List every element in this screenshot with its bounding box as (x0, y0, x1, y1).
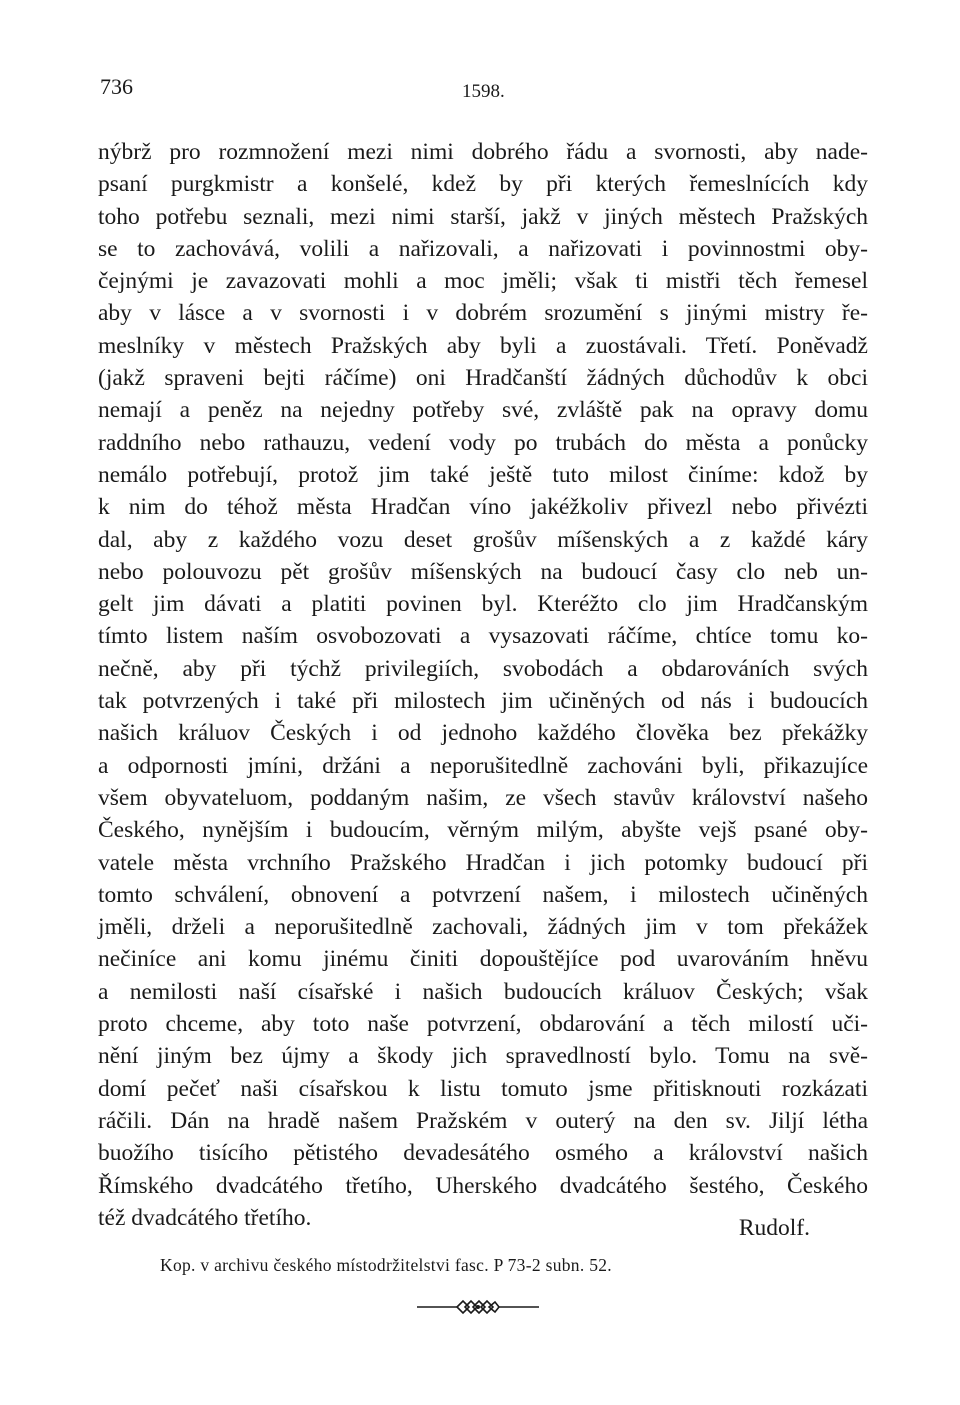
text-line: nečně, aby při týchž privilegiích, svobodách a obdarováních svých (98, 655, 868, 682)
text-line: (jakž spraveni bejti ráčíme) oni Hradčanští žádných důchodův k obci (98, 365, 868, 392)
text-line: nemají a peněz na nejedny potřeby své, zvláště pak na opravy domu (98, 397, 868, 424)
text-line: nýbrž pro rozmnožení mezi nimi dobrého řádu a svornosti, aby nade- (98, 139, 868, 165)
text-line: Českého, nynějším i budoucím, věrným milým, abyšte vejš psané oby- (98, 817, 868, 844)
text-line: nemálo potřebují, protož jim také ještě tuto milost činíme: kdož by (98, 461, 868, 488)
closing-row (98, 1202, 868, 1241)
text-line: aby v lásce a v svornosti i v dobrém srozumění s jinými mistry ře- (98, 300, 868, 327)
ornament-divider-icon (413, 1297, 543, 1317)
body-text (98, 136, 868, 1241)
text-line: tímto listem naším osvobozovati a vysazovati ráčíme, chtíce tomu ko- (98, 623, 868, 650)
text-line: našich králuov Českých i od jednoho každého člověka bez překážky (98, 720, 868, 747)
text-line: tomto schválení, obnovení a potvrzení našem, i milostech učiněných (98, 881, 868, 908)
text-line: nění jiným bez újmy a škody jich spravedlností bylo. Tomu na svě- (98, 1043, 868, 1070)
signature: Rudolf. (738, 1214, 810, 1241)
text-line: raddního nebo rathauzu, vedení vody po trubách do města a ponůcky (98, 429, 868, 456)
text-line: k nim do téhož města Hradčan víno jakéžkoliv přivezl nebo přivézti (98, 494, 868, 521)
text-line: proto chceme, aby toto naše potvrzení, obdarování a těch milostí uči- (98, 1011, 868, 1038)
text-line: a nemilosti naší císařské i našich budoucích králuov Českých; však (98, 978, 868, 1005)
text-line: meslníky v městech Pražských aby byli a zuostávali. Třetí. Poněvadž (98, 332, 868, 359)
text-line: nečiníce ani komu jinému činiti dopouštějíce pod uvarováním hněvu (98, 946, 868, 973)
source-note: Kop. v archivu českého místodržitelstvi fasc. P 73-2 subn. 52. (160, 1255, 612, 1275)
text-line: buožího tisícího pětistého devadesátého osmého a království našich (98, 1140, 868, 1167)
text-line: čejnými je zavazovati mohli a moc jměli; však ti mistři těch řemesel (98, 268, 868, 295)
text-line: psaní purgkmistr a konšelé, kdež by při kterých řemeslnících kdy (98, 171, 868, 198)
text-line: a odpornosti jmíni, držáni a neporušitedlně zachováni byli, přikazujíce (98, 752, 868, 779)
text-line: všem obyvateluom, poddaným našim, ze všech stavův království našeho (98, 784, 868, 811)
text-line: též dvadcátého třetího. (98, 1204, 312, 1231)
text-line: vatele města vrchního Pražského Hradčan i jich potomky budoucí při (98, 849, 868, 876)
page-number: 736 (100, 74, 133, 99)
text-line: dal, aby z každého vozu deset grošův míšenských a z každé káry (98, 526, 868, 553)
page-year: 1598. (462, 81, 505, 102)
text-line: se to zachovává, volili a nařizovali, a nařizovati i povinnostmi oby- (98, 235, 868, 262)
text-line: tak potvrzených i také při milostech jim učiněných od nás i budoucích (98, 688, 868, 715)
text-line: gelt jim dávati a platiti povinen byl. Kteréžto clo jim Hradčanským (98, 591, 868, 618)
text-line: jměli, drželi a neporušitedlně zachovali, žádných jim v tom překážek (98, 914, 868, 941)
text-line: toho potřebu seznali, mezi nimi starší, jakž v jiných městech Pražských (98, 203, 868, 230)
text-line: nebo polouvozu pět grošův míšenských na budoucí časy clo neb un- (98, 558, 868, 585)
text-line: ráčili. Dán na hradě našem Pražském v outerý na den sv. Jiljí létha (98, 1107, 868, 1134)
text-line: Římského dvadcátého třetího, Uherského dvadcátého šestého, Českého (98, 1172, 868, 1199)
text-line: domí pečeť naši císařskou k listu tomuto jsme přitisknouti rozkázati (98, 1075, 868, 1102)
